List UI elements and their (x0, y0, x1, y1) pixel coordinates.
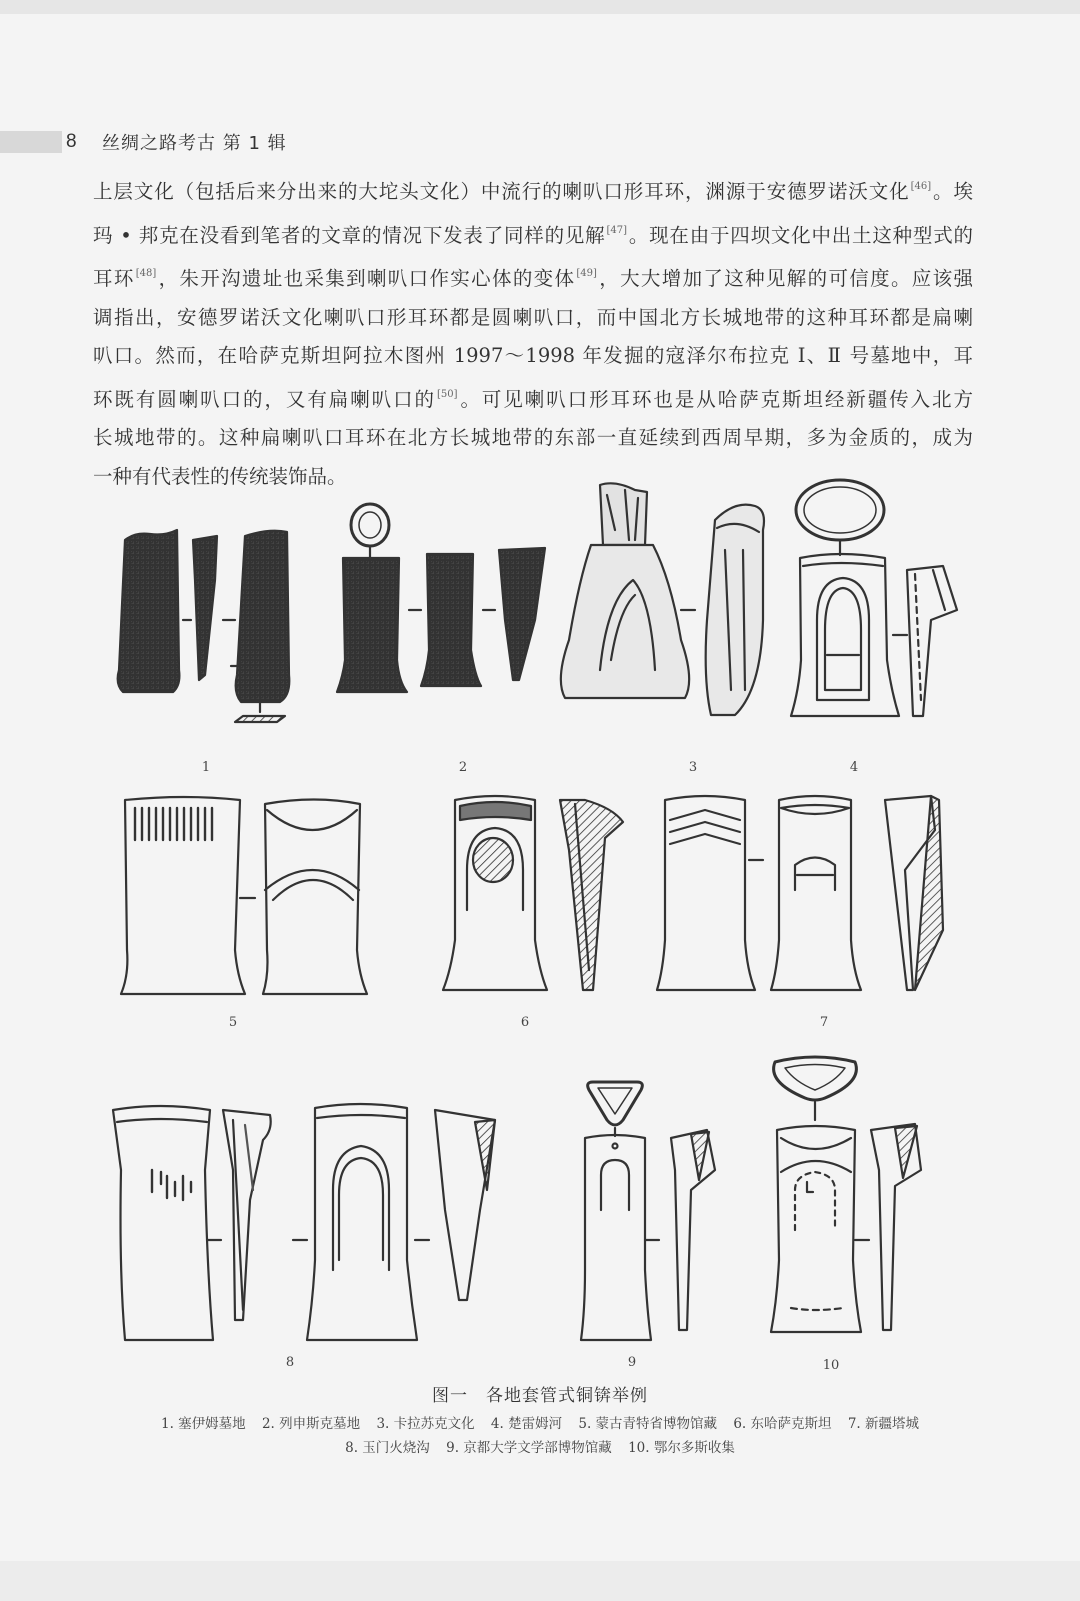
figure-caption: 图一 各地套管式铜锛举例 (432, 1386, 648, 1406)
legend-item: 8. 玉门火烧沟 (345, 1440, 430, 1456)
figure-number: 2 (458, 760, 468, 775)
page-number: 8 (66, 131, 77, 152)
body-line: 叭口。然而，在哈萨克斯坦阿拉木图州 1997～1998 年发掘的寇泽尔布拉克 Ⅰ、Ⅱ 号墓地中，耳 (93, 344, 973, 367)
axe-5-drawing (121, 797, 367, 994)
axe-10-drawing (771, 1057, 921, 1332)
citation-mark: [47] (606, 224, 628, 236)
axe-6-drawing (443, 796, 623, 990)
legend-item: 1. 塞伊姆墓地 (161, 1416, 246, 1432)
figure-number: 5 (228, 1015, 238, 1030)
citation-mark: [50] (436, 388, 458, 400)
header-gray-bar (0, 131, 62, 153)
body-line: 调指出，安德罗诺沃文化喇叭口形耳环都是圆喇叭口，而中国北方长城地带的这种耳环都是扁喇 (93, 305, 973, 329)
citation-mark: [48] (135, 268, 157, 279)
citation-mark: [46] (910, 181, 932, 192)
legend-item: 9. 京都大学文学部博物馆藏 (446, 1440, 612, 1456)
axe-3-drawing (561, 483, 764, 715)
legend-item: 4. 楚雷姆河 (490, 1416, 563, 1432)
legend-item: 6. 东哈萨克斯坦 (733, 1416, 832, 1432)
legend-item: 2. 列申斯克墓地 (261, 1416, 361, 1432)
figure-number: 7 (819, 1015, 829, 1030)
legend-item: 3. 卡拉苏克文化 (376, 1416, 475, 1432)
axe-drawings (95, 470, 995, 1380)
axe-9-drawing (581, 1082, 715, 1340)
legend-item: 7. 新疆塔城 (847, 1416, 919, 1432)
citation-mark: [49] (576, 268, 597, 279)
axe-2-drawing (337, 504, 545, 692)
bottom-margin-strip (0, 1561, 1080, 1601)
figure-legend-line-2 (110, 1436, 970, 1456)
figure-number: 3 (688, 760, 698, 775)
book-title: 丝绸之路考古 第 1 辑 (102, 133, 287, 154)
figure-number: 9 (627, 1355, 637, 1370)
top-margin-strip (0, 0, 1080, 14)
figure-legend-line-1 (110, 1412, 970, 1432)
figure-number: 4 (849, 760, 859, 775)
body-paragraph (93, 168, 973, 496)
legend-item: 5. 蒙古青特省博物馆藏 (578, 1416, 718, 1432)
axe-4-drawing (791, 480, 957, 716)
figure-number: 10 (822, 1358, 840, 1373)
body-line: 玛 • 邦克在没看到笔者的文章的情况下发表了同样的见解[47]。现在由于四坝文化中出土这种型式的 (93, 223, 973, 247)
figure-number: 1 (201, 760, 211, 775)
figure-number: 8 (285, 1355, 295, 1370)
body-line: 耳环[48]，朱开沟遗址也采集到喇叭口作实心体的变体[49]，大大增加了这种见解的可信度。应该强 (93, 267, 973, 290)
running-head (0, 127, 520, 157)
body-line: 长城地带的。这种扁喇叭口耳环在北方长城地带的东部一直延续到西周早期，多为金质的，成为 (93, 426, 973, 449)
axe-7-drawing (657, 796, 943, 990)
body-line: 一种有代表性的传统装饰品。 (93, 464, 347, 488)
body-line: 上层文化（包括后来分出来的大坨头文化）中流行的喇叭口形耳环，渊源于安德罗诺沃文化[46]。埃 (93, 180, 973, 203)
legend-item: 10. 鄂尔多斯收集 (628, 1440, 735, 1456)
axe-1-drawing (118, 530, 290, 722)
body-line: 环既有圆喇叭口的，又有扁喇叭口的[50]。可见喇叭口形耳环也是从哈萨克斯坦经新疆传入北方 (93, 387, 973, 411)
axe-8-drawing (113, 1104, 495, 1340)
figure-number: 6 (520, 1015, 530, 1030)
axe-figure (95, 470, 995, 1380)
